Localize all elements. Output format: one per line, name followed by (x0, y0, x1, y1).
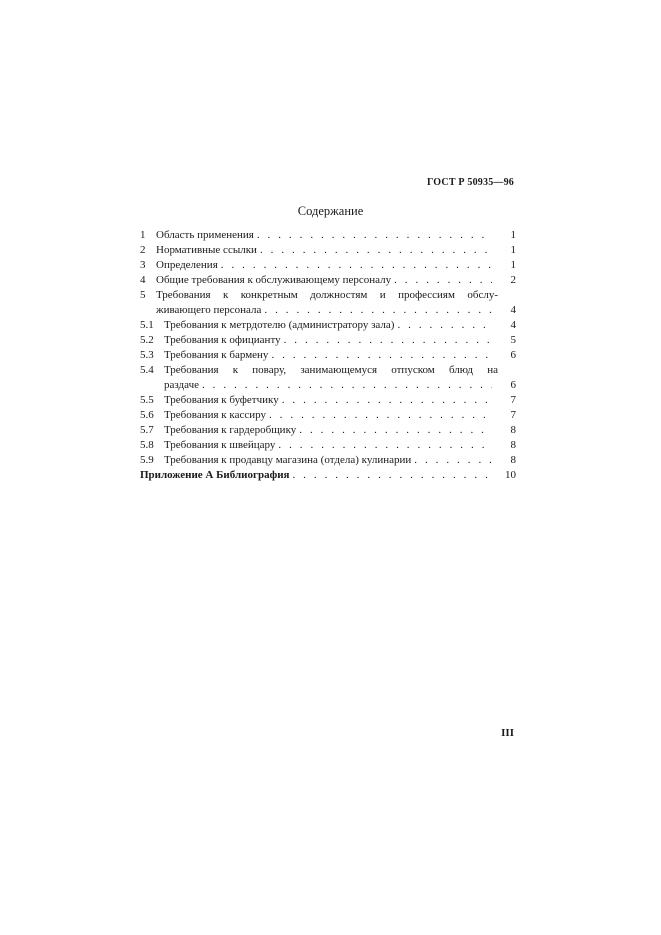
toc-entry-number: 5.6 (140, 409, 154, 421)
toc-entry-page: 1 (510, 244, 516, 256)
toc-entry-number: 5.9 (140, 454, 154, 466)
toc-entry-page: 1 (510, 229, 516, 241)
toc-entry-number: 3 (140, 259, 146, 271)
dot-leader (260, 243, 492, 258)
toc-entry-label: Требования к конкретным должностям и профессиям обслу- (156, 289, 498, 301)
toc-entry-page: 7 (510, 409, 516, 421)
toc-entry-label: Требования к кассиру (164, 409, 266, 421)
dot-leader (397, 318, 492, 333)
dot-leader (202, 378, 492, 393)
toc-entry[interactable] (140, 318, 516, 333)
toc-entry-number: 4 (140, 274, 146, 286)
toc-entry-label: Требования к повару, занимающемуся отпуском блюд на (164, 364, 498, 376)
toc-entry-number: 5.1 (140, 319, 154, 331)
toc-entry-page: 5 (510, 334, 516, 346)
toc-entry[interactable] (140, 333, 516, 348)
toc-entry-page: 8 (510, 439, 516, 451)
toc-entry-number: 5 (140, 289, 146, 301)
toc-entry-page: 6 (510, 349, 516, 361)
toc-entry[interactable] (140, 423, 516, 438)
standard-code: ГОСТ Р 50935—96 (426, 177, 514, 188)
toc-entry[interactable] (140, 363, 516, 393)
dot-leader (394, 273, 492, 288)
toc-entry[interactable] (140, 228, 516, 243)
toc-entry-label-continuation: живающего персонала (156, 304, 262, 316)
toc-entry-label: Требования к швейцару (164, 439, 276, 451)
toc-entry-page: 7 (510, 394, 516, 406)
toc-entry[interactable] (140, 258, 516, 273)
toc-entry-label-continuation: раздаче (164, 379, 199, 391)
page-number: III (501, 727, 514, 739)
dot-leader (414, 453, 492, 468)
toc-entry-number: 5.8 (140, 439, 154, 451)
toc-entry[interactable] (140, 273, 516, 288)
toc-entry-page: 2 (510, 274, 516, 286)
toc-entry[interactable] (140, 438, 516, 453)
toc-entry-page: 6 (510, 379, 516, 391)
toc-entry-page: 4 (510, 304, 516, 316)
toc-entry-number: 5.7 (140, 424, 154, 436)
toc-entry-label: Общие требования к обслуживающему персоналу (156, 274, 392, 286)
toc-title: Содержание (297, 204, 364, 218)
toc-entry-number: 5.3 (140, 349, 154, 361)
toc-entry-number: 5.2 (140, 334, 154, 346)
toc-entry[interactable] (140, 243, 516, 258)
toc-entry-number: 1 (140, 229, 146, 241)
dot-leader (299, 423, 492, 438)
toc-entry-number: 2 (140, 244, 146, 256)
toc-entry-label: Требования к продавцу магазина (отдела) кулинарии (164, 454, 412, 466)
dot-leader (264, 303, 492, 318)
toc-entry-label: Определения (156, 259, 218, 271)
toc-entry-number: 5.5 (140, 394, 154, 406)
toc-entry[interactable] (140, 348, 516, 363)
dot-leader (257, 228, 492, 243)
toc-entry-label: Требования к метрдотелю (администратору зала) (164, 319, 395, 331)
dot-leader (221, 258, 492, 273)
toc-entry-number: 5.4 (140, 364, 154, 376)
dot-leader (278, 438, 492, 453)
toc-entry-page: 10 (505, 469, 516, 481)
toc-entry-label: Область применения (156, 229, 254, 241)
toc-entry-page: 1 (510, 259, 516, 271)
toc-entry-label: Требования к официанту (164, 334, 281, 346)
toc-entry-label: Нормативные ссылки (156, 244, 257, 256)
dot-leader (292, 468, 492, 483)
toc-entry-label: Требования к буфетчику (164, 394, 279, 406)
toc-entry-page: 8 (510, 454, 516, 466)
toc-entry-label: Требования к бармену (164, 349, 269, 361)
dot-leader (282, 393, 492, 408)
dot-leader (284, 333, 492, 348)
toc-entry[interactable] (140, 393, 516, 408)
toc-entry-page: 4 (510, 319, 516, 331)
toc-entry-label: Приложение А Библиография (140, 469, 290, 481)
toc-entry-appendix[interactable] (140, 468, 516, 483)
dot-leader (269, 408, 492, 423)
toc-entry[interactable] (140, 453, 516, 468)
toc-entry[interactable] (140, 408, 516, 423)
dot-leader (271, 348, 492, 363)
toc-entry-page: 8 (510, 424, 516, 436)
toc-entry[interactable] (140, 288, 516, 318)
table-of-contents (140, 228, 516, 483)
toc-entry-label: Требования к гардеробщику (164, 424, 297, 436)
